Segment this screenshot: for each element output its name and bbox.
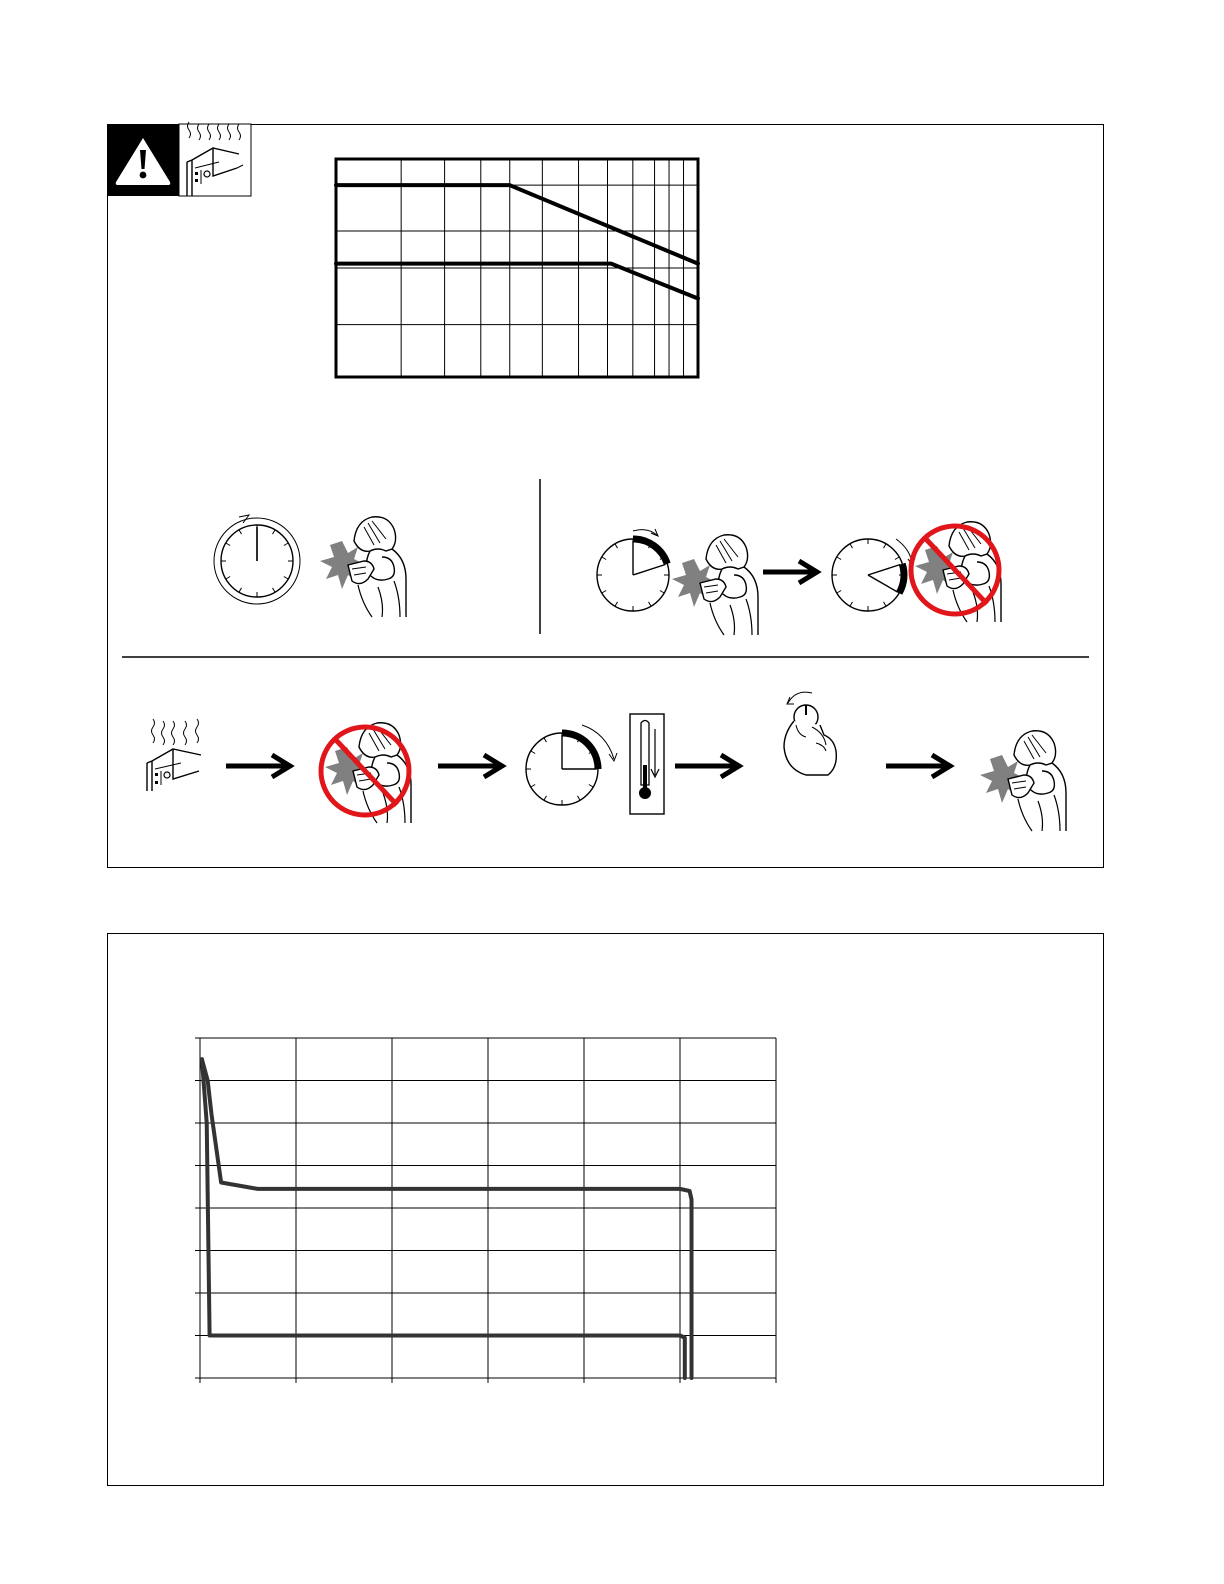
duty-cycle-panel: [107, 124, 1104, 868]
volt-ampere-chart: [200, 1038, 780, 1388]
welder-icon: [660, 525, 760, 637]
arrow-right-icon: [436, 751, 506, 781]
overheated-unit-icon: [143, 719, 217, 793]
series-line-1: [202, 1059, 692, 1378]
clock-icon: [814, 521, 914, 621]
series-line-2: [202, 1059, 685, 1378]
welder-icon: [968, 721, 1068, 833]
horizontal-divider: [122, 656, 1090, 660]
arrow-right-icon: [761, 557, 821, 587]
duty-cycle-chart: [336, 159, 700, 379]
warning-header: [107, 124, 252, 197]
arrow-right-icon: [884, 751, 954, 781]
welder-icon: [308, 507, 408, 619]
clock-icon: [203, 507, 313, 617]
series-line-1: [336, 185, 698, 263]
hand-turning-knob-icon: [776, 685, 856, 785]
volt-ampere-panel: [107, 933, 1104, 1486]
arrow-right-icon: [673, 751, 743, 781]
vertical-divider: [539, 479, 543, 635]
overheated-unit-icon: [179, 122, 251, 196]
no-welding-icon: [901, 514, 1011, 624]
series-line-2: [336, 264, 698, 299]
thermometer-cooling-icon: [629, 713, 669, 817]
arrow-right-icon: [224, 751, 294, 781]
clock-icon: [508, 715, 618, 815]
no-welding-icon: [311, 715, 421, 825]
